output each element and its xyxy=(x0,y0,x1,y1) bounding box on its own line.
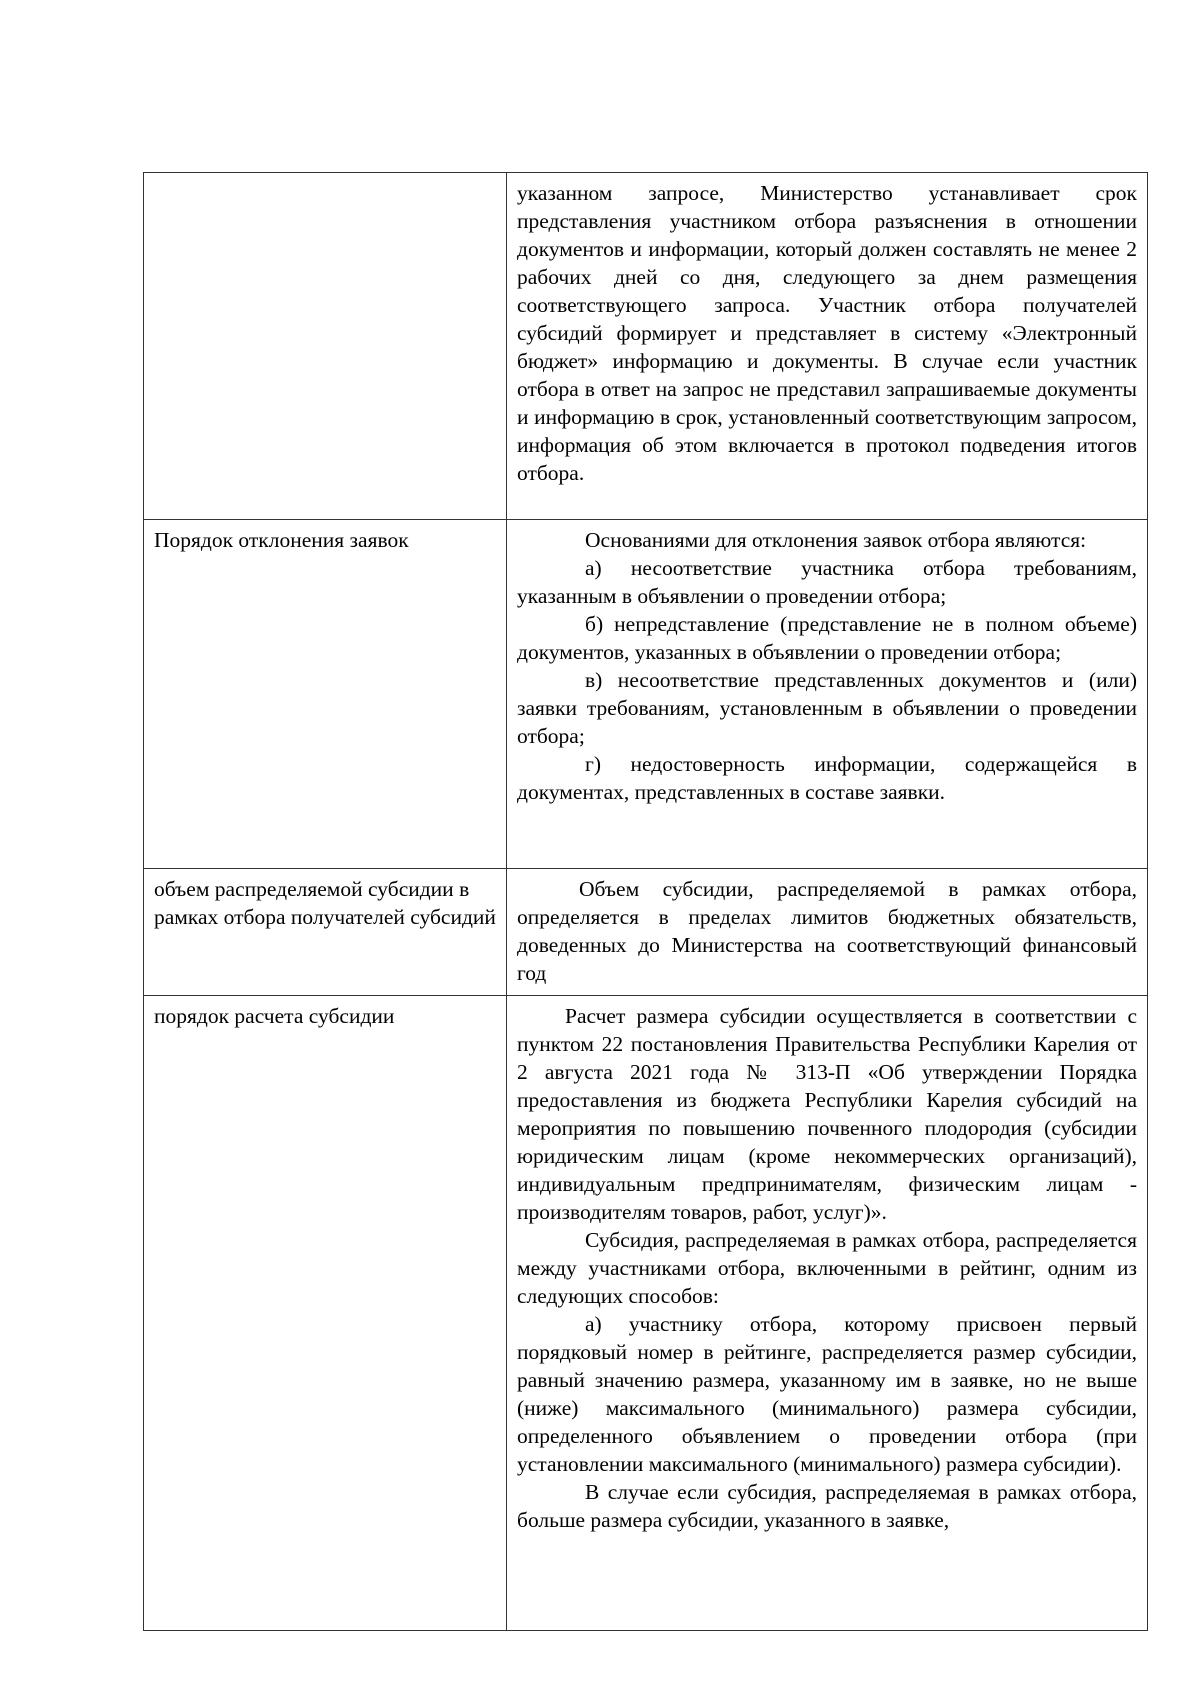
table-row xyxy=(144,996,1148,1631)
table-row xyxy=(144,869,1148,996)
list-item: г) недостоверность информации, содержащейся в документах, представленных в составе заявки. xyxy=(517,752,1137,804)
row-label-cell xyxy=(144,173,507,520)
list-item: в) несоответствие представленных документов и (или) заявки требованиям, установленным в объявлении о проведении отбора; xyxy=(517,668,1137,748)
paragraph: Расчет размера субсидии осуществляется в соответствии с пунктом 22 постановления Правительства Республики Карелия от 2 августа 2021 года № 313-П «Об утверждении Порядка предоставления из бюджета Республики Карелия субсидий на мероприятия по повышению почвенного плодородия (субсидии юридическим лицам (кроме некоммерческих организаций), индивидуальным предпринимателям, физическим лицам - производителям товаров, работ, услуг)». xyxy=(517,1004,1137,1224)
table-row xyxy=(144,173,1148,520)
row-content-cell xyxy=(507,520,1148,869)
list-item: а) участнику отбора, которому присвоен первый порядковый номер в рейтинге, распределяется размер субсидии, равный значению размера, указанному им в заявке, но не выше (ниже) максимального (минимального) размера субсидии, определенного объявлением о проведении отбора (при установлении максимального (минимального) размера субсидии). xyxy=(517,1312,1137,1476)
requirements-table xyxy=(143,172,1148,1631)
row-content-cell xyxy=(507,173,1148,520)
paragraph: Объем субсидии, распределяемой в рамках отбора, определяется в пределах лимитов бюджетных обязательств, доведенных до Министерства на соответствующий финансовый год xyxy=(517,877,1137,985)
list-item: а) несоответствие участника отбора требованиям, указанным в объявлении о проведении отбора; xyxy=(517,556,1137,608)
paragraph: В случае если субсидия, распределяемая в рамках отбора, больше размера субсидии, указанного в заявке, xyxy=(517,1480,1137,1532)
row-label-cell: Порядок отклонения заявок xyxy=(144,520,507,869)
paragraph: указанном запросе, Министерство устанавливает срок представления участником отбора разъяснения в отношении документов и информации, который должен составлять не менее 2 рабочих дней со дня, следующего за днем размещения соответствующего запроса. Участник отбора получателей субсидий формирует и представляет в систему «Электронный бюджет» информацию и документы. В случае если участник отбора в ответ на запрос не представил запрашиваемые документы и информацию в срок, установленный соответствующим запросом, информация об этом включается в протокол подведения итогов отбора. xyxy=(517,181,1137,485)
row-label-cell: порядок расчета субсидии xyxy=(144,996,507,1631)
list-item: б) непредставление (представление не в полном объеме) документов, указанных в объявлении о проведении отбора; xyxy=(517,612,1137,664)
row-label-cell: объем распределяемой субсидии в рамках отбора получателей субсидий xyxy=(144,869,507,996)
row-content-cell xyxy=(507,869,1148,996)
table-row xyxy=(144,520,1148,869)
row-content-cell xyxy=(507,996,1148,1631)
paragraph: Субсидия, распределяемая в рамках отбора, распределяется между участниками отбора, включенными в рейтинг, одним из следующих способов: xyxy=(517,1228,1137,1308)
paragraph: Основаниями для отклонения заявок отбора являются: xyxy=(585,528,1087,552)
